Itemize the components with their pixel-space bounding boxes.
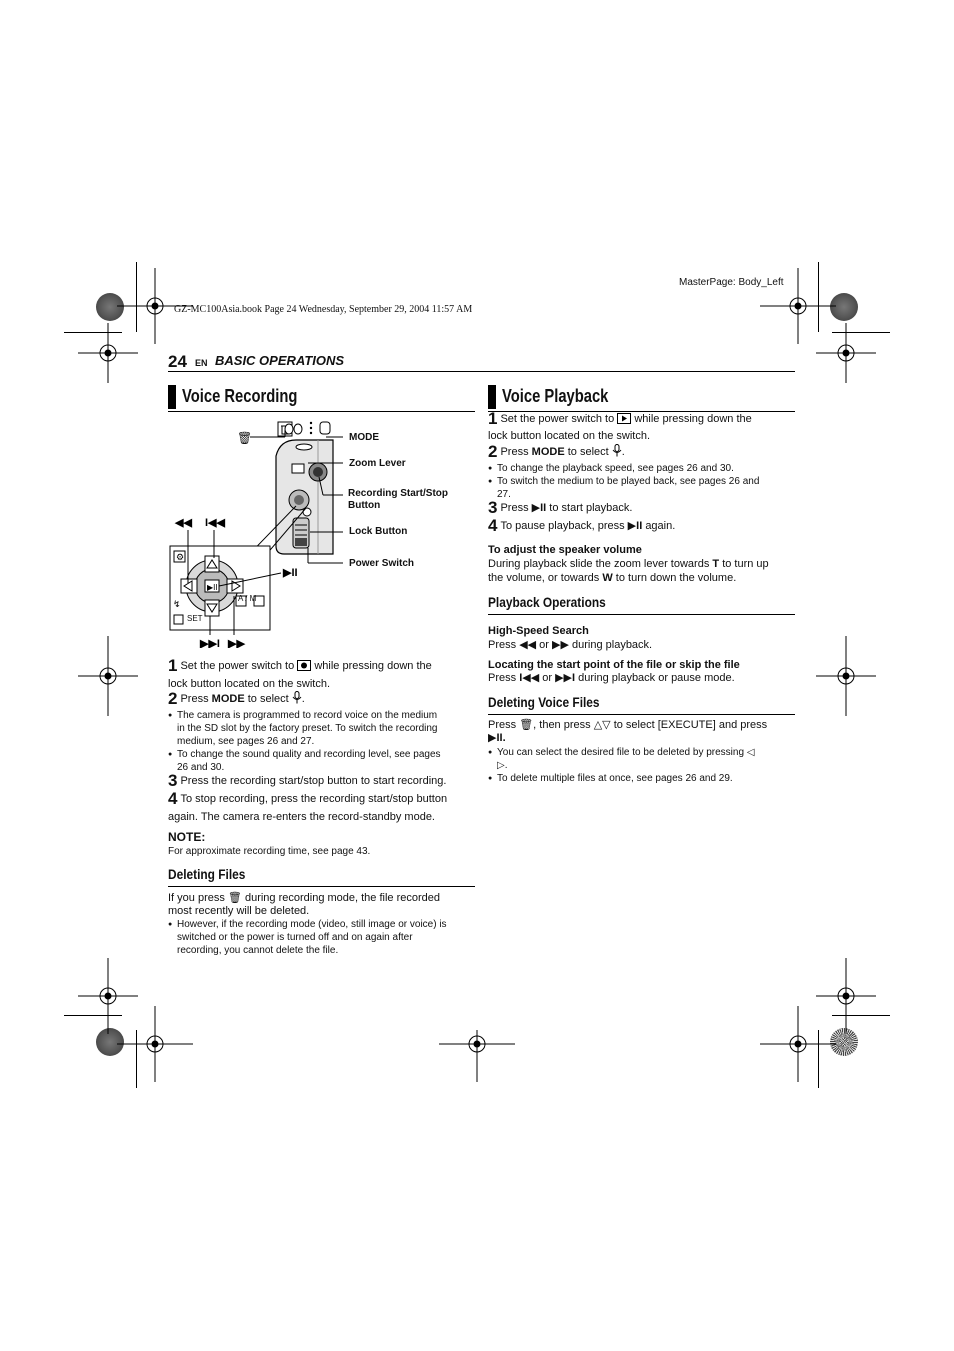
text: , then press: [533, 719, 591, 731]
playback-operations-heading: [488, 594, 795, 615]
step-text: again.: [645, 520, 676, 532]
step-text: Set the power switch to: [180, 660, 295, 672]
svg-text:◀◀: ◀◀: [175, 517, 192, 529]
text: or: [542, 672, 553, 684]
text: during playback.: [572, 639, 653, 651]
svg-text:⚙: ⚙: [176, 552, 185, 562]
delete-voice-bullet-1: ● You can select the desired file to be deleted by pressing ◁ ▷.: [488, 746, 802, 772]
label-zoom-lever: Zoom Lever: [349, 458, 406, 469]
svg-text:▶▶I: ▶▶I: [200, 638, 220, 648]
play-pause-icon: ▶II: [627, 520, 643, 532]
note-label: NOTE:: [168, 830, 206, 844]
label-mode: MODE: [349, 432, 379, 443]
deleting-files-title: Deleting Files: [168, 866, 246, 882]
mode-label: MODE: [531, 446, 565, 458]
bullet-line: You can select the desired file to be deleted by pressing: [497, 747, 745, 758]
text: or: [539, 639, 549, 651]
heading-bar: [168, 385, 176, 409]
bullet-line: ● To change the sound quality and recording level, see pages: [177, 749, 441, 760]
step-text: To pause playback, press: [500, 520, 625, 532]
step-text: Press the recording start/stop button to start recording.: [180, 775, 447, 787]
bullet-line: 26 and 30.: [177, 762, 225, 773]
page-number: 24: [168, 352, 187, 371]
play-step-3: [488, 498, 798, 517]
skip-back-icon: I◀◀: [519, 672, 540, 684]
high-speed-heading: High-Speed Search: [488, 625, 589, 637]
delete-voice-bullet-2: ● To delete multiple files at once, see pages 26 and 29.: [488, 772, 733, 785]
step-text: Press: [500, 446, 529, 458]
rec-step-1-cont: lock button located on the switch.: [168, 678, 331, 690]
step-number: 2: [488, 442, 498, 461]
step-number: 4: [488, 516, 498, 535]
step-text: while pressing down the: [314, 660, 432, 672]
svg-text:↯: ↯: [173, 599, 181, 609]
step-text: to select: [247, 693, 289, 705]
step-number: 2: [168, 689, 178, 708]
text: to turn up: [722, 558, 769, 570]
text: during recording mode, the file recorded: [244, 892, 441, 904]
play-step-1: [488, 409, 798, 428]
label-lock-button: Lock Button: [349, 526, 408, 537]
text: during playback or pause mode.: [578, 672, 735, 684]
deleting-voice-files-heading: [488, 694, 795, 715]
trash-icon: 🗑: [519, 719, 534, 731]
text: Press: [488, 672, 517, 684]
bullet-line: switched or the power is turned off and on again after: [177, 932, 413, 943]
svg-text:▶II: ▶II: [207, 583, 218, 592]
record-mode-icon: [297, 660, 311, 671]
volume-text-2: [488, 572, 798, 585]
microphone-icon: [612, 444, 622, 457]
step-text: to start playback.: [549, 502, 633, 514]
wide-label: W: [602, 572, 613, 584]
up-down-arrows-icon: △▽: [593, 719, 611, 731]
text: Press: [488, 639, 517, 651]
high-speed-text: [488, 639, 798, 652]
label-rec-button-2: Button: [348, 500, 381, 511]
step-text: to select: [567, 446, 609, 458]
master-page-label: MasterPage: Body_Left: [679, 277, 784, 288]
label-am: A / M: [238, 594, 257, 603]
page-header: [168, 352, 795, 372]
rec-step-4-cont: again. The camera re-enters the record-standby mode.: [168, 811, 435, 823]
play-step-2-bullet-2: [488, 475, 759, 501]
play-step-2-bullet-1: ● To change the playback speed, see pages 26 and 30.: [488, 462, 734, 475]
tele-label: T: [712, 558, 720, 570]
voice-recording-heading: [168, 383, 475, 412]
microphone-icon: [292, 691, 302, 704]
volume-heading: To adjust the speaker volume: [488, 544, 642, 556]
text: to select [EXECUTE] and press: [613, 719, 768, 731]
play-mode-icon: [617, 413, 631, 424]
trash-icon: 🗑: [237, 431, 253, 445]
rec-step-2-bullet-2: [168, 748, 441, 774]
locate-heading: Locating the start point of the file or skip the file: [488, 659, 740, 671]
rec-step-3: [168, 771, 478, 790]
label-rec-button-1: Recording Start/Stop: [348, 488, 449, 499]
heading-bar: [488, 385, 496, 409]
volume-text-1: [488, 558, 798, 571]
bullet-line: medium, see pages 26 and 27.: [177, 736, 315, 747]
trash-icon: 🗑: [227, 892, 242, 904]
right-arrow-icon: ▷: [497, 760, 505, 771]
mode-label: MODE: [211, 693, 245, 705]
step-number: 1: [488, 409, 498, 428]
text: During playback slide the zoom lever towards: [488, 558, 710, 570]
svg-text:I◀◀: I◀◀: [205, 517, 225, 529]
deleting-files-text-cont: most recently will be deleted.: [168, 905, 310, 917]
svg-text:▶▶: ▶▶: [228, 638, 245, 648]
step-text: Press: [180, 693, 209, 705]
text: the volume, or towards: [488, 572, 600, 584]
play-pause-icon: ▶II: [531, 502, 547, 514]
text: If you press: [168, 892, 225, 904]
step-text: Set the power switch to: [500, 413, 615, 425]
left-arrow-icon: ◁: [746, 747, 755, 758]
bullet-line: ● However, if the recording mode (video, still image or voice) is: [177, 919, 447, 930]
playback-operations-title: Playback Operations: [488, 594, 606, 610]
book-info: GZ-MC100Asia.book Page 24 Wednesday, September 29, 2004 11:57 AM: [174, 304, 473, 315]
label-set: SET: [187, 614, 203, 623]
svg-text:▶II: ▶II: [283, 567, 298, 579]
voice-recording-title: Voice Recording: [182, 386, 298, 406]
play-pause-icon: ▶II.: [488, 732, 506, 744]
step-number: 3: [168, 771, 178, 790]
step-text: Press: [500, 502, 529, 514]
text: to turn down the volume.: [615, 572, 737, 584]
rec-step-2-bullet-1: [168, 709, 438, 748]
rec-step-1: [168, 656, 478, 675]
text: Press: [488, 719, 517, 731]
page-section: BASIC OPERATIONS: [215, 353, 345, 368]
rec-step-4: [168, 789, 478, 808]
play-step-2: 2 Press MODE to select .: [488, 442, 625, 461]
voice-playback-heading: [488, 383, 795, 412]
step-number: 1: [168, 656, 178, 675]
locate-text: [488, 672, 798, 685]
bullet-line: ● To switch the medium to be played back, see pages 26 and: [497, 476, 760, 487]
bullet-line: in the SD slot by the factory preset. To switch the recording: [177, 723, 438, 734]
delete-voice-text-1: [488, 719, 798, 732]
deleting-files-text: [168, 892, 478, 905]
deleting-files-heading: [168, 866, 475, 887]
skip-forward-icon: ▶▶I: [555, 672, 576, 684]
deleting-voice-files-title: Deleting Voice Files: [488, 694, 600, 710]
deleting-files-bullet: [168, 918, 447, 957]
step-number: 4: [168, 789, 178, 808]
page-lang: EN: [195, 358, 208, 368]
play-step-4: [488, 516, 798, 535]
rewind-icon: ◀◀: [519, 639, 537, 651]
bullet-line: ● The camera is programmed to record voice on the medium: [177, 710, 438, 721]
play-step-1-cont: lock button located on the switch.: [488, 430, 651, 442]
step-number: 3: [488, 498, 498, 517]
step-text: To stop recording, press the recording start/stop button: [180, 793, 448, 805]
label-power-switch: Power Switch: [349, 558, 415, 569]
bullet-line: 27.: [497, 489, 511, 500]
note-text: For approximate recording time, see page 43.: [168, 846, 371, 857]
bullet-line: recording, you cannot delete the file.: [177, 945, 339, 956]
voice-playback-title: Voice Playback: [502, 386, 609, 406]
step-text: while pressing down the: [634, 413, 752, 425]
rec-step-2: 2 Press MODE to select .: [168, 689, 305, 708]
fast-forward-icon: ▶▶: [552, 639, 569, 651]
